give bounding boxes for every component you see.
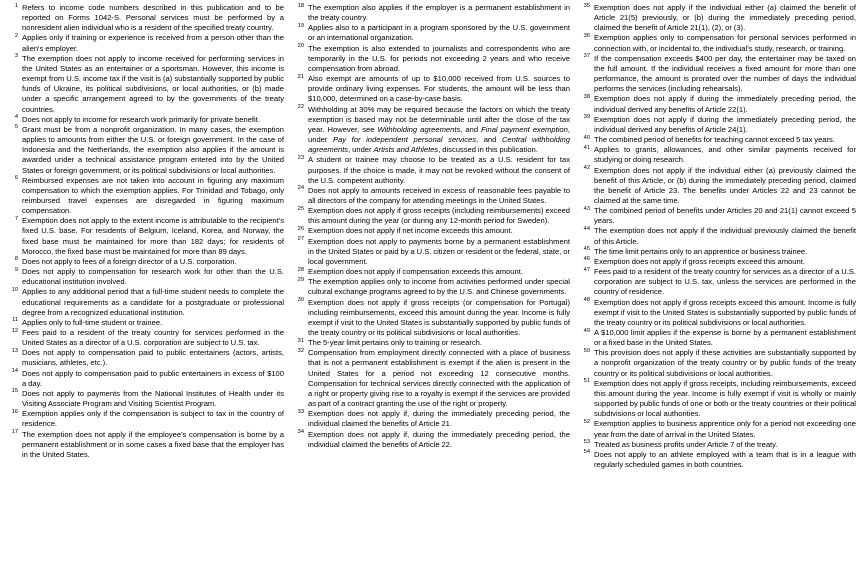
footnote-item [8, 115, 284, 125]
footnote-text: The combined period of benefits under Articles 20 and 21(1) cannot exceed 5 years. [594, 206, 856, 226]
footnote-text: Exemption does not apply if during the immediately preceding period, the individual derived any benefits of Article 22(1). [594, 94, 856, 114]
footnote-number: 20 [297, 43, 304, 50]
footnote-text: Applies only to full-time student or trainee. [22, 317, 163, 327]
footnote-number: 23 [297, 154, 304, 161]
footnote-item [294, 226, 570, 236]
footnote-item [580, 348, 856, 378]
footnote-number: 30 [297, 297, 304, 304]
footnote-number: 4 [14, 114, 18, 121]
footnote-text: Reimbursed expenses are not taken into account in figuring any maximum compensation to which the exemption applies. For Trinidad and Tobago, only reimbursed travel expenses are disregarded in figuring maximum compensation. [22, 175, 284, 216]
footnote-number: 6 [14, 175, 18, 182]
footnote-item [8, 33, 284, 53]
footnote-item [294, 277, 570, 297]
footnote-text: Exemption does not apply if gross receipts (including reimbursements) exceed this amount during the year (or during any 12-month period for Sweden). [308, 206, 570, 226]
footnote-item [294, 74, 570, 104]
footnote-item [8, 409, 284, 429]
footnote-number: 52 [583, 418, 590, 425]
footnote-number: 3 [14, 53, 18, 60]
footnote-text-segment: Withholding at 30% may be required because the factors on which the treaty exemption is based may not be determinable until after the close of the tax year. However, see [308, 104, 570, 134]
footnote-number: 48 [583, 297, 590, 304]
footnote-item [8, 287, 284, 317]
footnote-text: Exemption does not apply if, during the immediately preceding period, the individual claimed the benefits of Article 21. [308, 409, 570, 429]
footnote-item [8, 369, 284, 389]
footnote-number: 14 [11, 368, 18, 375]
footnote-item [8, 348, 284, 368]
footnotes-column [294, 3, 570, 584]
footnote-text: The exemption does not apply if the employee's compensation is borne by a permanent establishment or in some cases a fixed base that the employer has in the United States. [22, 429, 284, 459]
footnote-number: 17 [11, 429, 18, 436]
footnote-item [580, 440, 856, 450]
footnote-number: 37 [583, 53, 590, 60]
footnote-number: 50 [583, 347, 590, 354]
footnote-number: 19 [297, 22, 304, 29]
footnote-item [294, 409, 570, 429]
footnote-number: 35 [583, 2, 590, 9]
footnote-number: 5 [14, 124, 18, 131]
footnote-text-segment: , under [308, 124, 570, 145]
footnote-text: Does not apply to an athlete employed with a team that is in a league with regularly scheduled games in both countries. [594, 449, 856, 470]
footnote-item [580, 247, 856, 257]
footnote-number: 39 [583, 114, 590, 121]
footnote-item [8, 389, 284, 409]
footnote-number: 46 [583, 256, 590, 263]
footnote-text: This provision does not apply if these activities are substantially supported by a nonprofit organization of the treaty country or by public funds of the treaty country or its political subdivisions or local authorities. [594, 348, 856, 378]
footnote-item [8, 328, 284, 348]
footnote-item [294, 298, 570, 339]
footnote-text: Exemption does not apply if, during the immediately preceding period, the individual claimed the benefits of Article 22. [308, 429, 570, 449]
footnote-text: The exemption also applies if the employer is a permanent establishment in the treaty country. [308, 3, 570, 23]
footnote-number: 8 [14, 256, 18, 263]
footnote-text: Fees paid to a resident of the treaty country for services performed in the United States as a director of a U.S. corporation are subject to U.S. tax. [22, 328, 284, 348]
footnote-item [580, 328, 856, 348]
footnote-text-italic-segment: Artists and Athletes [373, 145, 439, 155]
footnote-item [8, 176, 284, 217]
footnote-item [580, 135, 856, 145]
footnote-item [580, 419, 856, 439]
footnote-text: Exemption does not apply if gross receipts exceed this amount. Income is fully exempt if visit to the United States is substantially supported by public funds of the treaty country or its political subdivisions or local authorities. [594, 297, 856, 327]
footnote-text-italic-segment: Final payment exemption [481, 124, 568, 134]
footnote-number: 15 [11, 388, 18, 395]
footnote-text: Exemption does not apply to the extent income is attributable to the recipient's fixed U.S. base. For residents of Belgium, Iceland, Korea, and Norway, the fixed base must be maintained for more than 182 days; for residents of Morocco, the fixed base must be maintained for more than 89 days. [22, 216, 284, 256]
footnote-number: 54 [583, 449, 590, 456]
footnote-text-italic-segment: Withholding agreements [377, 124, 461, 134]
footnote-text-segment: , under [348, 145, 374, 155]
footnote-text-segment: , and [476, 135, 502, 145]
footnote-number: 36 [583, 32, 590, 39]
footnote-number: 22 [297, 104, 304, 111]
footnote-number: 25 [297, 205, 304, 212]
footnote-number: 43 [583, 205, 590, 212]
footnote-text: The exemption applies only to income from activities performed under special cultural exchange programs agreed to by the U.S. and Chinese governments. [308, 277, 570, 297]
footnote-text: Also exempt are amounts of up to $10,000 received from U.S. sources to provide ordinary living expenses. For students, the amount will be less than $10,000, determined on a case-by-case basis. [308, 74, 570, 104]
footnote-item [580, 450, 856, 470]
footnote-number: 31 [297, 337, 304, 344]
footnote-text: Does not apply to amounts received in excess of reasonable fees payable to all directors of the company for attending meetings in the United States. [308, 185, 570, 205]
footnote-text: Applies to any additional period that a full-time student needs to complete the educational requirements as a candidate for a postgraduate or professional degree from a recognized educational institution. [22, 287, 284, 317]
footnote-text: Exemption does not apply if the individual either (a) claimed the benefit of Article 21(5) previously, or (b) during the immediately preceding period, claimed the benefit of Article 21(1), (2), or (3). [594, 3, 856, 33]
footnote-number: 42 [583, 165, 590, 171]
footnote-item [8, 54, 284, 115]
footnote-number: 10 [11, 286, 18, 293]
footnote-text: Does not apply to compensation paid to public entertainers (actors, artists, musicians, athletes, etc.). [22, 348, 284, 368]
footnote-number: 34 [297, 429, 304, 436]
footnote-number: 53 [583, 439, 590, 446]
footnote-item [580, 94, 856, 114]
footnote-item [294, 338, 570, 348]
footnote-text: Exemption applies only if the compensation is subject to tax in the country of residence. [22, 409, 284, 429]
footnote-text [308, 105, 570, 155]
footnote-item [580, 267, 856, 297]
footnote-number: 16 [11, 408, 18, 415]
footnote-number: 40 [583, 134, 590, 141]
footnote-number: 1 [14, 2, 18, 9]
footnote-number: 33 [297, 408, 304, 415]
footnote-text-italic-segment: Central withholding agreements [308, 135, 570, 155]
footnote-text: Grant must be from a nonprofit organization. In many cases, the exemption applies to amounts from either the U.S. or foreign government. In the case of Indonesia and the Netherlands, the exemption also applies if the amount is awarded under a technical assistance program entered into by the United States or foreign government, or its political subdivisions or local authorities. [22, 124, 284, 175]
footnote-item [294, 348, 570, 409]
footnote-text: Exemption does not apply if compensation exceeds this amount. [308, 267, 523, 277]
footnote-number: 24 [297, 185, 304, 192]
footnote-text: Applies also to a participant in a program sponsored by the U.S. government or an international organization. [308, 23, 570, 43]
footnote-item [580, 257, 856, 267]
footnotes-column [8, 3, 284, 584]
footnote-text: Exemption does not apply to payments borne by a permanent establishment in the United States or paid by a U.S. citizen or resident or the federal, state, or local government. [308, 236, 570, 266]
footnote-number: 44 [583, 225, 590, 232]
footnote-number: 2 [14, 32, 18, 39]
footnote-text: The exemption is also extended to journalists and correspondents who are temporarily in the U.S. for periods not exceeding 2 years and who receive compensation from abroad. [308, 43, 570, 73]
footnote-text: Exemption does not apply if gross receipts, including reimbursements, exceed this amount during the year. Income is fully exempt if visit is wholly or mainly supported by public funds of one or both or the treaty countries or their political subdivisions or local authorities. [594, 378, 856, 419]
footnote-item [294, 186, 570, 206]
footnote-number: 45 [583, 246, 590, 253]
footnote-number: 11 [12, 317, 18, 324]
footnote-text-italic-segment: Pay for independent personal services [333, 135, 477, 145]
footnote-text: Exemption does not apply if net income exceeds this amount. [308, 226, 513, 236]
footnote-item [580, 379, 856, 420]
footnote-number: 38 [583, 93, 590, 100]
footnote-text: If the compensation exceeds $400 per day, the entertainer may be taxed on the full amount. If the individual receives a fixed amount for more than one performance, the amount is prorated over the number of days the individual performs the services (including rehearsals). [594, 53, 856, 94]
footnote-text: Exemption does not apply if gross receipts exceed this amount. [594, 256, 805, 266]
footnote-text: The combined period of benefits for teaching cannot exceed 5 tax years. [594, 135, 835, 145]
footnote-text: The exemption does not apply to income received for performing services in the United States as an entertainer or a sportsman. However, this income is exempt from U.S. income tax if the visit is (a) substantially supported by public funds of Ukraine, its political subdivisions, or local authorities, or (b) made under a specific arrangement agreed to by the governments of the treaty countries. [22, 53, 284, 114]
footnote-number: 7 [14, 215, 18, 222]
footnote-number: 13 [11, 347, 18, 354]
footnote-number: 26 [297, 225, 304, 232]
footnote-item [580, 3, 856, 33]
footnote-number: 18 [297, 2, 304, 9]
footnote-item [294, 267, 570, 277]
footnote-text: Does not apply to fees of a foreign director of a U.S. corporation. [22, 256, 237, 266]
footnote-number: 49 [583, 327, 590, 334]
footnote-item [294, 105, 570, 156]
footnote-number: 32 [297, 347, 304, 354]
footnote-number: 9 [14, 266, 18, 273]
footnote-number: 51 [583, 378, 590, 385]
footnote-number: 21 [297, 73, 304, 80]
footnote-number: 28 [297, 266, 304, 273]
footnote-text: Does not apply to compensation paid to public entertainers in excess of $100 a day. [22, 368, 284, 388]
footnote-text: Compensation from employment directly connected with a place of business that is not a permanent establishment is exempt if the alien is present in the United States for a period not exceeding 12 consecutive months. Compensation for technical services directly connected with the application of a right or property giving rise to a royalty is exempt if the services are provided as part of a contract granting the use of the right or property. [308, 348, 570, 409]
footnote-text: Exemption does not apply if the individual either (a) previously claimed the benefit of this Article, or (b) during the immediately preceding period, claimed the benefit of Article 23. The benefits under Articles 22 and 23 cannot be claimed at the same time. [594, 165, 856, 205]
footnote-text-segment: , discussed in this publication. [438, 145, 538, 155]
footnote-number: 47 [583, 266, 590, 273]
footnote-text: Fees paid to a resident of the treaty country for services as a director of a U.S. corporation are subject to U.S. tax, unless the services are performed in the country of residence. [594, 267, 856, 297]
footnote-text: Does not apply to income for research work primarily for private benefit. [22, 114, 260, 124]
footnote-text: The exemption does not apply if the individual previously claimed the benefit of this Article. [594, 226, 856, 246]
footnote-item [580, 206, 856, 226]
footnote-item [8, 257, 284, 267]
footnote-text: Exemption does not apply if during the immediately preceding period, the individual derived any benefits of Article 24(1). [594, 114, 856, 134]
footnote-item [8, 216, 284, 257]
footnote-item [580, 33, 856, 53]
footnote-item [294, 155, 570, 185]
footnote-text: A $10,000 limit applies if the expense is borne by a permanent establishment or a fixed base in the United States. [594, 328, 856, 348]
footnote-text: The time limit pertains only to an apprentice or business trainee. [594, 246, 808, 256]
footnote-text: Does not apply to compensation for research work for other than the U.S. educational institution involved. [22, 267, 284, 287]
footnote-item [580, 145, 856, 165]
footnote-item [8, 3, 284, 33]
footnotes-column [580, 3, 856, 584]
footnote-item [294, 237, 570, 267]
footnote-item [580, 298, 856, 328]
footnote-text: Does not apply to payments from the National Institutes of Health under its Visiting Associate Program and Visiting Scientist Program. [22, 388, 284, 409]
footnote-item [8, 125, 284, 176]
footnote-text: Exemption applies only to compensation for personal services performed in connection with, or incidental to, the individual's study, research, or training. [594, 33, 856, 53]
footnote-number: 41 [583, 144, 590, 151]
footnote-text: Treated as business profits under Article 7 of the treaty. [594, 439, 778, 449]
footnote-text-segment: , and [460, 124, 482, 134]
footnote-text: Exemption applies to business apprentice only for a period not exceeding one year from the date of arrival in the United States. [594, 419, 856, 439]
footnote-item [8, 267, 284, 287]
footnote-item [8, 318, 284, 328]
footnote-item [294, 430, 570, 450]
footnote-number: 27 [297, 236, 304, 243]
footnote-item [580, 54, 856, 95]
footnote-item [580, 166, 856, 207]
footnote-item [580, 115, 856, 135]
footnote-item [294, 44, 570, 74]
footnote-text: A student or trainee may choose to be treated as a U.S. resident for tax purposes. If the choice is made, it may not be revoked without the consent of the U.S. competent authority. [308, 155, 570, 185]
footnote-text: Applies only if training or experience is received from a person other than the alien's employer. [22, 33, 284, 53]
footnote-item [294, 23, 570, 43]
footnote-item [294, 206, 570, 226]
footnote-number: 29 [297, 276, 304, 283]
footnote-text: Exemption does not apply if gross receipts (or compensation for Portugal) including reimbursements, exceed this amount during the year. Income is fully exempt if visit to the United States is substantially supported by public funds of the treaty country or its political subdivisions or local authorities. [308, 297, 570, 337]
footnote-item [294, 3, 570, 23]
footnote-item [8, 430, 284, 460]
footnote-text: Applies to grants, allowances, and other similar payments received for studying or doing research. [594, 145, 856, 165]
footnote-text: The 5-year limit pertains only to training or research. [308, 338, 482, 348]
footnote-number: 12 [11, 327, 18, 334]
footnote-item [580, 226, 856, 246]
footnote-text: Refers to income code numbers described in this publication and to be reported on Forms 1042-S. Personal services must be performed by a nonresident alien individual who is a resident of the specified treaty country. [22, 3, 284, 33]
